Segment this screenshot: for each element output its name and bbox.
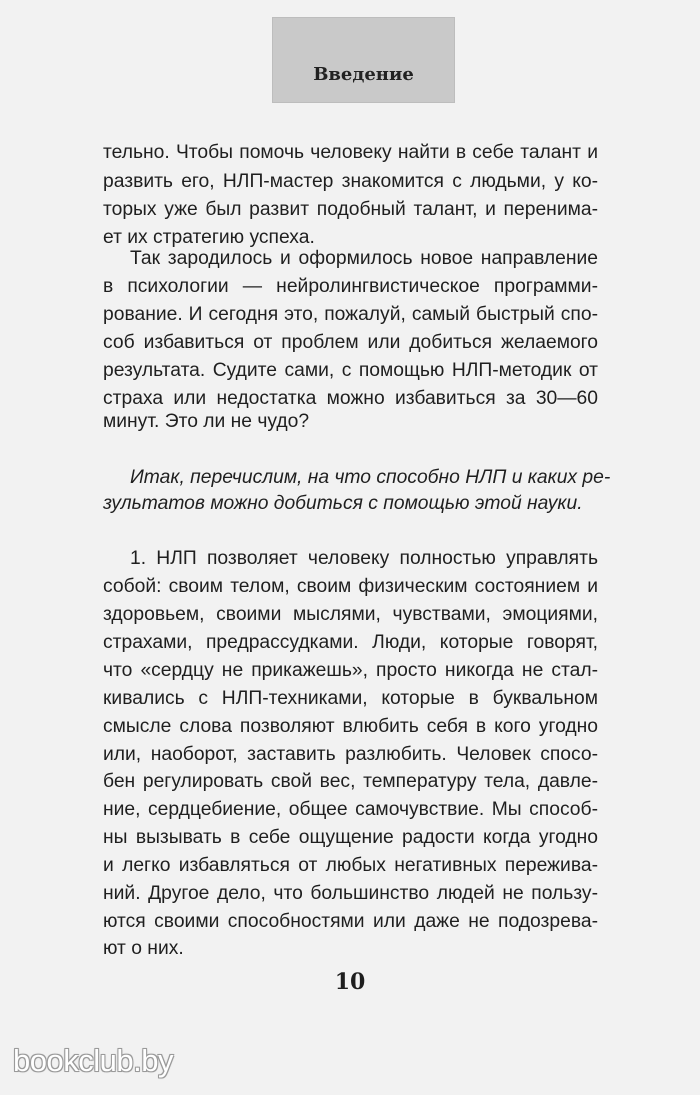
italic-text-line: Итак, перечислим, на что способно НЛП и каких ре- bbox=[130, 467, 611, 488]
text-line: и легко избавляться от любых негативных пережива- bbox=[103, 855, 598, 876]
text-line: страхами, предрассудками. Люди, которые говорят, bbox=[103, 632, 598, 653]
text-line: ны вызывать в себе ощущение радости когда угодно bbox=[103, 827, 598, 848]
text-line: ются своими способностями или даже не подозрева- bbox=[103, 911, 598, 932]
text-line: в психологии — нейролингвистическое программи- bbox=[103, 276, 598, 297]
text-line: рование. И сегодня это, пожалуй, самый быстрый спо- bbox=[103, 304, 598, 325]
text-line: что «сердцу не прикажешь», просто никогда не стал- bbox=[103, 660, 598, 681]
text-line: 1. НЛП позволяет человеку полностью управлять bbox=[130, 548, 598, 569]
page-number: 10 bbox=[334, 969, 366, 995]
italic-text-line: зультатов можно добиться с помощью этой науки. bbox=[103, 493, 583, 514]
text-line: минут. Это ли не чудо? bbox=[103, 411, 310, 432]
chapter-title: Введение bbox=[313, 64, 414, 85]
text-line: бен регулировать свой вес, температуру тела, давле- bbox=[103, 771, 598, 792]
text-line: смысле слова позволяют влюбить себя в кого угодно bbox=[103, 716, 598, 737]
text-line: ние, сердцебиение, общее самочувствие. Мы способ- bbox=[103, 799, 598, 820]
text-line: собой: своим телом, своим физическим состоянием и bbox=[103, 576, 598, 597]
text-line: Так зародилось и оформилось новое направление bbox=[130, 248, 598, 269]
text-line: развить его, НЛП-мастер знакомится с людьми, у ко- bbox=[103, 171, 598, 192]
text-line: кивались с НЛП-техниками, которые в буквальном bbox=[103, 688, 598, 709]
text-line: здоровьем, своими мыслями, чувствами, эмоциями, bbox=[103, 604, 598, 625]
text-line: соб избавиться от проблем или добиться желаемого bbox=[103, 332, 598, 353]
text-line: страха или недостатка можно избавиться за 30—60 bbox=[103, 388, 598, 409]
text-line: результата. Судите сами, с помощью НЛП-методик от bbox=[103, 360, 598, 381]
text-line: торых уже был развит подобный талант, и перенима- bbox=[103, 199, 598, 220]
watermark: bookclub.by bbox=[13, 1043, 173, 1078]
text-line: ет их стратегию успеха. bbox=[103, 227, 315, 248]
text-line: тельно. Чтобы помочь человеку найти в себе талант и bbox=[103, 142, 598, 163]
chapter-header-box bbox=[272, 17, 455, 103]
text-line: или, наоборот, заставить разлюбить. Человек спосо- bbox=[103, 744, 598, 765]
text-line: ний. Другое дело, что большинство людей не пользу- bbox=[103, 883, 598, 904]
text-line: ют о них. bbox=[103, 938, 184, 959]
